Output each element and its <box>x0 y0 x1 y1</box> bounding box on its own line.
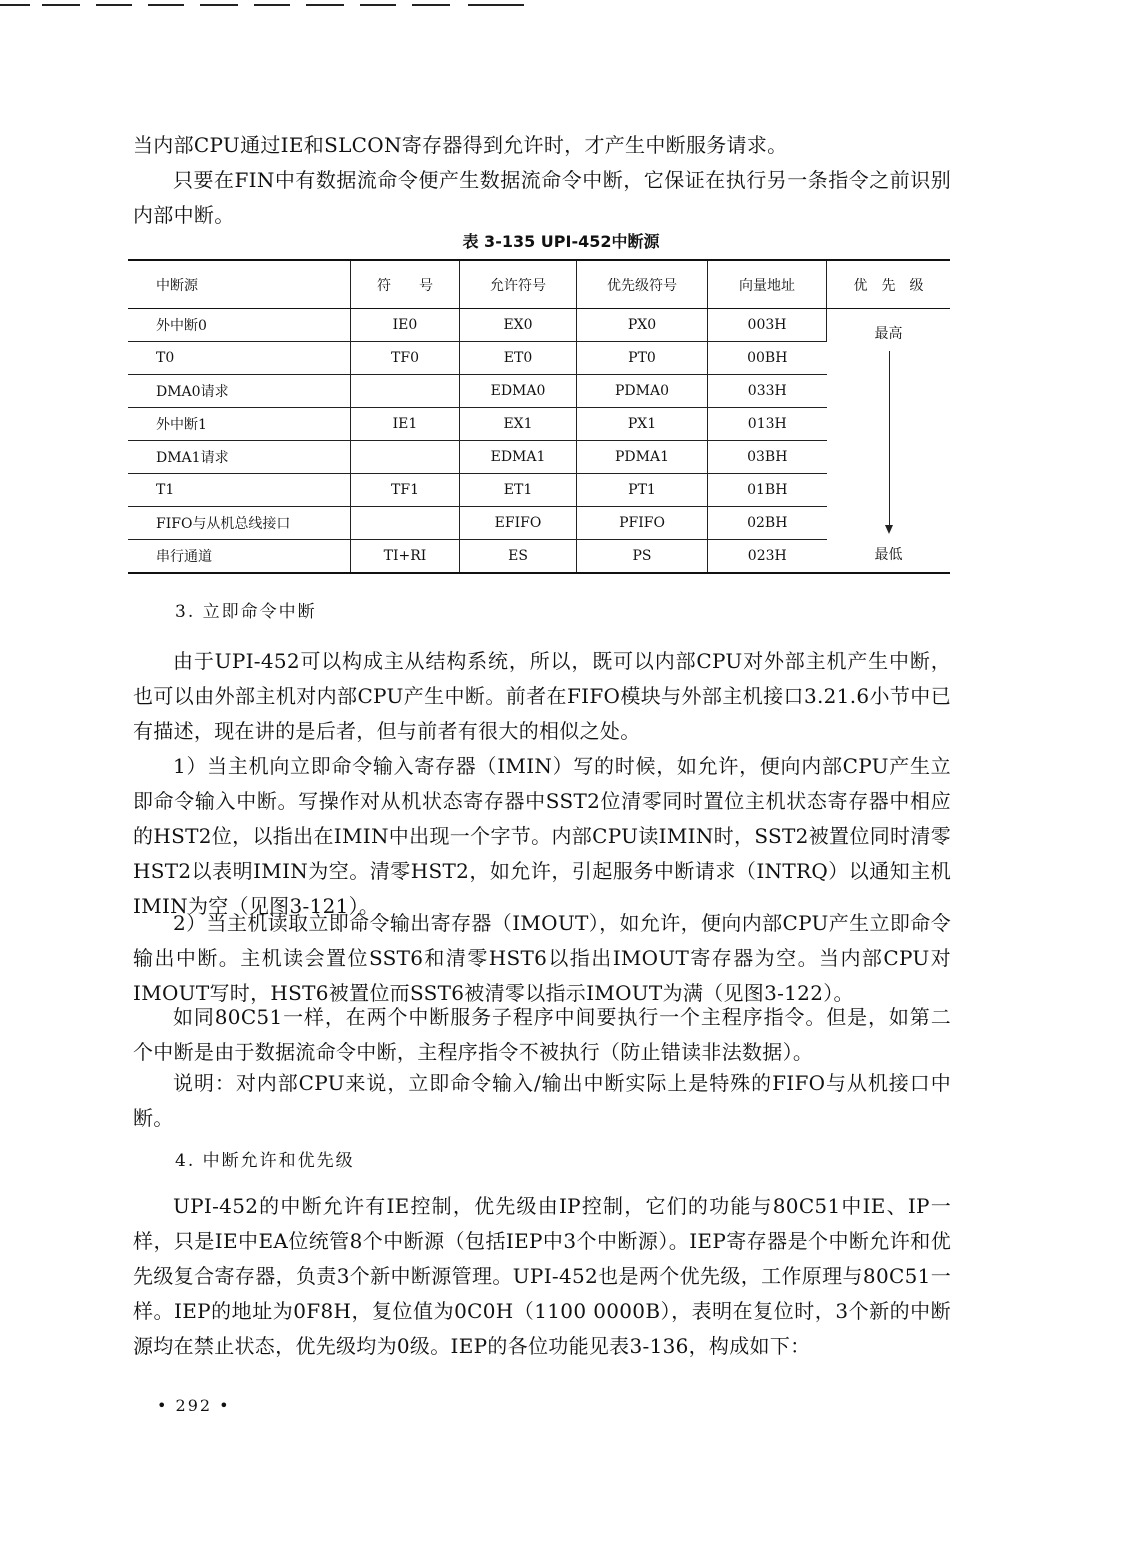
table-caption: 表 3-135 UPI-452中断源 <box>462 232 660 251</box>
section-heading-enable-priority: 4. 中断允许和优先级 <box>175 1151 355 1171</box>
cell-priority-symbol: PDMA0 <box>577 375 708 408</box>
priority-column <box>827 309 951 574</box>
paragraph-3-2: 1）当主机向立即命令输入寄存器（IMIN）写的时候，如允许，便向内部CPU产生立即命令输入中断。写操作对从机状态寄存器中SST2位清零同时置位主机状态寄存器中相应的HST2位，以指出在IMIN中出现一个字节。内部CPU读IMIN时，SST2被置位同时清零HST2以表明IMIN为空。清零HST2，如允许，引起服务中断请求（INTRQ）以通知主机IMIN为空（见图3-121）。 <box>133 754 951 918</box>
cell-vector: 033H <box>708 375 827 408</box>
cell-source: FIFO与从机总线接口 <box>128 507 351 540</box>
cell-symbol: TF1 <box>351 474 460 507</box>
cell-priority-symbol: PX1 <box>577 408 708 441</box>
cell-source: 外中断0 <box>128 309 351 342</box>
header-source: 中断源 <box>128 260 351 309</box>
cell-source: DMA1请求 <box>128 441 351 474</box>
header-enable: 允许符号 <box>460 260 577 309</box>
cell-vector: 00BH <box>708 342 827 375</box>
paragraph-3-4: 如同80C51一样，在两个中断服务子程序中间要执行一个主程序指令。但是，如第二个中断是由于数据流命令中断，主程序指令不被执行（防止错读非法数据）。 <box>133 1005 951 1064</box>
cell-vector: 01BH <box>708 474 827 507</box>
cell-priority-symbol: PT0 <box>577 342 708 375</box>
cell-source: 串行通道 <box>128 540 351 574</box>
paragraph-4-1: UPI-452的中断允许有IE控制，优先级由IP控制，它们的功能与80C51中IE、IP一样，只是IE中EA位统管8个中断源（包括IEP中3个中断源）。IEP寄存器是个中断允许和优先级复合寄存器，负责3个新中断源管理。UPI-452也是两个优先级，工作原理与80C51一样。IEP的地址为0F8H，复位值为0C0H（1100 0000B），表明在复位时，3个新的中断源均在禁止状态，优先级均为0级。IEP的各位功能见表3-136，构成如下： <box>133 1194 951 1358</box>
cell-enable: EDMA0 <box>460 375 577 408</box>
cell-priority-symbol: PFIFO <box>577 507 708 540</box>
cell-enable: EFIFO <box>460 507 577 540</box>
section-heading-immediate-command: 3. 立即命令中断 <box>175 602 317 622</box>
cell-symbol <box>351 507 460 540</box>
cell-enable: ES <box>460 540 577 574</box>
header-symbol: 符 号 <box>351 260 460 309</box>
cell-priority-symbol: PX0 <box>577 309 708 342</box>
cell-symbol: TI+RI <box>351 540 460 574</box>
cell-enable: EX0 <box>460 309 577 342</box>
cell-vector: 02BH <box>708 507 827 540</box>
table-header-row <box>128 260 950 309</box>
cell-source: T0 <box>128 342 351 375</box>
priority-lowest-label: 最低 <box>874 547 903 563</box>
cell-vector: 003H <box>708 309 827 342</box>
paragraph-intro-2: 只要在FIN中有数据流命令便产生数据流命令中断，它保证在执行另一条指令之前识别内部中断。 <box>133 168 951 227</box>
cell-enable: ET0 <box>460 342 577 375</box>
priority-down-arrow-icon <box>889 351 890 532</box>
interrupt-source-table <box>128 259 950 574</box>
top-edge-marks <box>0 0 560 20</box>
table-row <box>128 309 950 342</box>
cell-symbol <box>351 375 460 408</box>
cell-symbol: TF0 <box>351 342 460 375</box>
cell-source: DMA0请求 <box>128 375 351 408</box>
cell-priority-symbol: PDMA1 <box>577 441 708 474</box>
priority-highest-label: 最高 <box>874 326 903 342</box>
paragraph-3-5: 说明：对内部CPU来说，立即命令输入/输出中断实际上是特殊的FIFO与从机接口中断。 <box>133 1071 951 1130</box>
cell-enable: EDMA1 <box>460 441 577 474</box>
cell-vector: 023H <box>708 540 827 574</box>
header-priority: 优 先 级 <box>827 260 951 309</box>
page-number: • 292 • <box>157 1396 231 1415</box>
cell-vector: 03BH <box>708 441 827 474</box>
cell-enable: EX1 <box>460 408 577 441</box>
cell-source: T1 <box>128 474 351 507</box>
cell-source: 外中断1 <box>128 408 351 441</box>
cell-symbol: IE0 <box>351 309 460 342</box>
cell-vector: 013H <box>708 408 827 441</box>
header-vector: 向量地址 <box>708 260 827 309</box>
paragraph-3-3: 2）当主机读取立即命令输出寄存器（IMOUT），如允许，便向内部CPU产生立即命令输出中断。主机读会置位SST6和清零HST6以指出IMOUT寄存器为空。当内部CPU对IMOUT写时，HST6被置位而SST6被清零以指示IMOUT为满（见图3-122）。 <box>133 911 951 1005</box>
cell-symbol <box>351 441 460 474</box>
header-priority-symbol: 优先级符号 <box>577 260 708 309</box>
paragraph-intro-1: 当内部CPU通过IE和SLCON寄存器得到允许时，才产生中断服务请求。 <box>133 133 788 157</box>
cell-enable: ET1 <box>460 474 577 507</box>
cell-priority-symbol: PS <box>577 540 708 574</box>
cell-symbol: IE1 <box>351 408 460 441</box>
paragraph-3-1: 由于UPI-452可以构成主从结构系统，所以，既可以内部CPU对外部主机产生中断，也可以由外部主机对内部CPU产生中断。前者在FIFO模块与外部主机接口3.21.6小节中已有描述，现在讲的是后者，但与前者有很大的相似之处。 <box>133 649 951 743</box>
cell-priority-symbol: PT1 <box>577 474 708 507</box>
